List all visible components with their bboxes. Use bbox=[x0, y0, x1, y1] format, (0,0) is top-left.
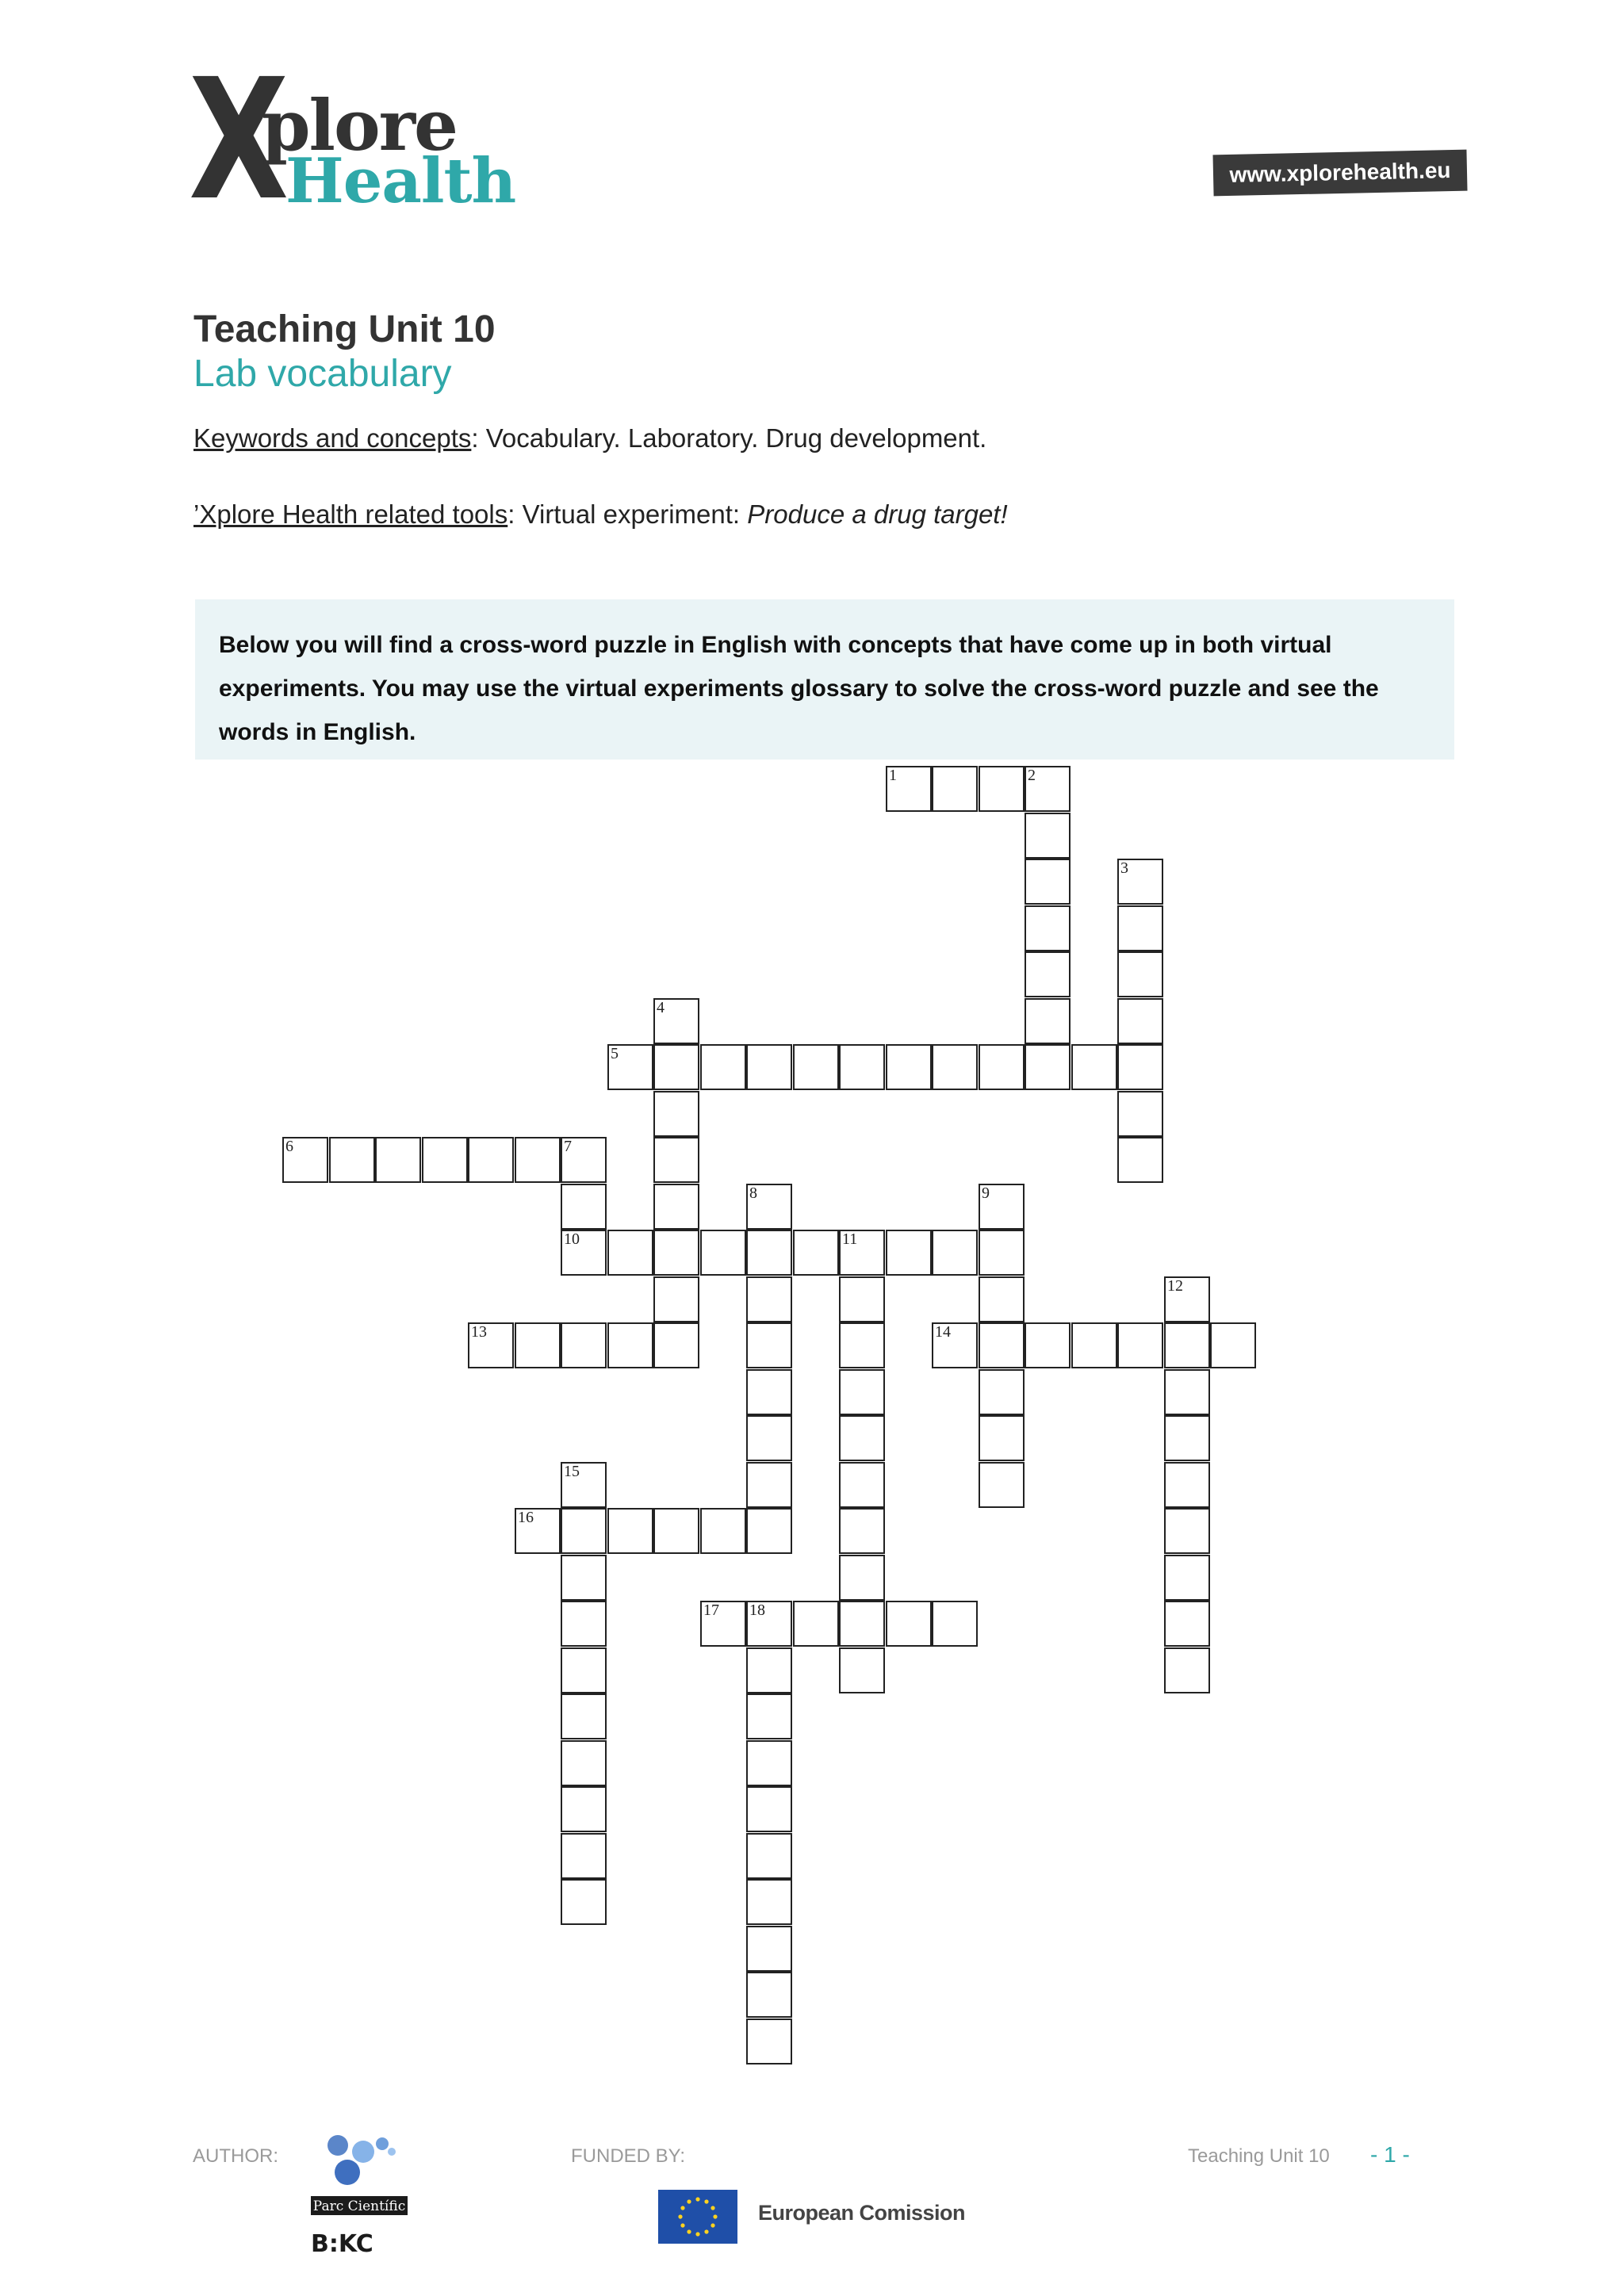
crossword-cell[interactable] bbox=[607, 1044, 653, 1090]
crossword-cell[interactable] bbox=[746, 1230, 792, 1276]
clue-number: 15 bbox=[564, 1463, 580, 1480]
clue-number: 6 bbox=[285, 1138, 293, 1155]
crossword-cell[interactable] bbox=[746, 1833, 792, 1879]
crossword-cell[interactable] bbox=[1025, 998, 1071, 1044]
crossword-cell[interactable] bbox=[746, 1184, 792, 1230]
crossword-cell[interactable] bbox=[886, 1601, 932, 1647]
crossword-cell[interactable] bbox=[979, 1369, 1025, 1415]
crossword-cell[interactable] bbox=[561, 1230, 607, 1276]
crossword-cell[interactable] bbox=[1117, 1044, 1163, 1090]
crossword-cell[interactable] bbox=[561, 1786, 607, 1832]
crossword-cell[interactable] bbox=[979, 1462, 1025, 1508]
crossword-cell[interactable] bbox=[561, 1322, 607, 1368]
crossword-cell[interactable] bbox=[653, 1508, 699, 1554]
crossword-cell[interactable] bbox=[839, 1044, 885, 1090]
crossword-cell[interactable] bbox=[979, 766, 1025, 812]
tools-value: : Virtual experiment: bbox=[508, 499, 748, 529]
crossword-cell[interactable] bbox=[653, 1276, 699, 1322]
crossword-cell[interactable] bbox=[607, 1508, 653, 1554]
clue-number: 7 bbox=[564, 1138, 572, 1155]
crossword-cell[interactable] bbox=[746, 1786, 792, 1832]
crossword-cell[interactable] bbox=[886, 1230, 932, 1276]
crossword-cell[interactable] bbox=[746, 1647, 792, 1693]
crossword-cell[interactable] bbox=[932, 766, 978, 812]
crossword-cell[interactable] bbox=[700, 1508, 746, 1554]
page-title: Teaching Unit 10 bbox=[193, 308, 496, 350]
clue-number: 8 bbox=[749, 1184, 757, 1202]
crossword-cell[interactable] bbox=[1117, 1322, 1163, 1368]
crossword-cell[interactable] bbox=[561, 1137, 607, 1183]
clue-number: 14 bbox=[935, 1323, 951, 1341]
crossword-cell[interactable] bbox=[653, 1184, 699, 1230]
crossword-cell[interactable] bbox=[746, 1322, 792, 1368]
page-number: - 1 - bbox=[1370, 2142, 1410, 2167]
crossword-cell[interactable] bbox=[1025, 813, 1071, 859]
crossword-cell[interactable] bbox=[422, 1137, 468, 1183]
clue-number: 1 bbox=[889, 767, 897, 784]
crossword-cell[interactable] bbox=[746, 1415, 792, 1461]
crossword-cell[interactable] bbox=[979, 1276, 1025, 1322]
clue-number: 10 bbox=[564, 1230, 580, 1248]
crossword-cell[interactable] bbox=[1117, 998, 1163, 1044]
crossword-cell[interactable] bbox=[561, 1879, 607, 1925]
crossword-cell[interactable] bbox=[746, 1462, 792, 1508]
crossword-cell[interactable] bbox=[839, 1276, 885, 1322]
crossword-cell[interactable] bbox=[700, 1601, 746, 1647]
clue-number: 5 bbox=[611, 1045, 619, 1062]
crossword-cell[interactable] bbox=[561, 1601, 607, 1647]
crossword-cell[interactable] bbox=[561, 1184, 607, 1230]
crossword-cell[interactable] bbox=[468, 1137, 514, 1183]
crossword-cell[interactable] bbox=[1117, 1091, 1163, 1137]
svg-text:Parc Científic: Parc Científic bbox=[312, 2198, 406, 2214]
crossword-cell[interactable] bbox=[793, 1601, 839, 1647]
crossword-cell[interactable] bbox=[700, 1230, 746, 1276]
eu-flag-icon bbox=[658, 2190, 737, 2244]
crossword-cell[interactable] bbox=[653, 1322, 699, 1368]
xplore-health-logo: X plore Health bbox=[189, 43, 516, 237]
website-url-badge[interactable]: www.xplorehealth.eu bbox=[1212, 150, 1467, 197]
clue-number: 18 bbox=[749, 1601, 765, 1619]
crossword-cell[interactable] bbox=[653, 1137, 699, 1183]
clue-number: 13 bbox=[471, 1323, 487, 1341]
crossword-cell[interactable] bbox=[1164, 1647, 1210, 1693]
crossword-cell[interactable] bbox=[839, 1415, 885, 1461]
instructions-box: Below you will find a cross-word puzzle in English with concepts that have come up in both virtual experiments. You may use the virtual experiments glossary to solve the cross-word puzzle and see the words in English. bbox=[195, 599, 1454, 760]
crossword-cell[interactable] bbox=[653, 998, 699, 1044]
crossword-cell[interactable] bbox=[746, 2019, 792, 2064]
crossword-cell[interactable] bbox=[886, 1044, 932, 1090]
crossword-cell[interactable] bbox=[839, 1369, 885, 1415]
clue-number: 12 bbox=[1167, 1277, 1183, 1295]
crossword-cell[interactable] bbox=[1164, 1508, 1210, 1554]
crossword-cell[interactable] bbox=[1025, 905, 1071, 951]
crossword-cell[interactable] bbox=[1164, 1369, 1210, 1415]
crossword-cell[interactable] bbox=[839, 1601, 885, 1647]
crossword-cell[interactable] bbox=[1117, 951, 1163, 997]
crossword-cell[interactable] bbox=[561, 1647, 607, 1693]
crossword-cell[interactable] bbox=[1164, 1276, 1210, 1322]
crossword-cell[interactable] bbox=[1164, 1322, 1210, 1368]
crossword-cell[interactable] bbox=[746, 1508, 792, 1554]
crossword-cell[interactable] bbox=[653, 1230, 699, 1276]
crossword-cell[interactable] bbox=[1071, 1044, 1117, 1090]
crossword-cell[interactable] bbox=[515, 1137, 561, 1183]
crossword-cell[interactable] bbox=[839, 1647, 885, 1693]
footer-unit: Teaching Unit 10 bbox=[1188, 2145, 1330, 2167]
crossword-cell[interactable] bbox=[746, 1601, 792, 1647]
crossword-cell[interactable] bbox=[653, 1044, 699, 1090]
crossword-cell[interactable] bbox=[839, 1322, 885, 1368]
clue-number: 9 bbox=[982, 1184, 990, 1202]
crossword-cell[interactable] bbox=[839, 1462, 885, 1508]
crossword-cell[interactable] bbox=[1025, 859, 1071, 905]
crossword-cell[interactable] bbox=[561, 1833, 607, 1879]
funded-by-label: FUNDED BY: bbox=[571, 2145, 686, 2167]
crossword-cell[interactable] bbox=[839, 1230, 885, 1276]
crossword-cell[interactable] bbox=[1025, 1044, 1071, 1090]
crossword-cell[interactable] bbox=[839, 1555, 885, 1601]
tools-label: ’Xplore Health related tools bbox=[193, 499, 508, 529]
crossword-cell[interactable] bbox=[746, 1879, 792, 1925]
page-subtitle: Lab vocabulary bbox=[193, 353, 452, 395]
crossword-cell[interactable] bbox=[746, 1369, 792, 1415]
crossword-cell[interactable] bbox=[700, 1044, 746, 1090]
crossword-cell[interactable] bbox=[932, 1230, 978, 1276]
author-label: AUTHOR: bbox=[193, 2145, 278, 2167]
crossword-cell[interactable] bbox=[1210, 1322, 1256, 1368]
crossword-cell[interactable] bbox=[979, 1044, 1025, 1090]
crossword-cell[interactable] bbox=[375, 1137, 421, 1183]
crossword-cell[interactable] bbox=[607, 1322, 653, 1368]
crossword-cell[interactable] bbox=[932, 1322, 978, 1368]
crossword-cell[interactable] bbox=[468, 1322, 514, 1368]
crossword-cell[interactable] bbox=[979, 1322, 1025, 1368]
crossword-cell[interactable] bbox=[979, 1184, 1025, 1230]
crossword-cell[interactable] bbox=[793, 1230, 839, 1276]
svg-text:B:KC: B:KC bbox=[311, 2230, 373, 2258]
keywords-label: Keywords and concepts bbox=[193, 423, 472, 453]
crossword-cell[interactable] bbox=[746, 1926, 792, 1972]
keywords-line bbox=[193, 423, 986, 453]
crossword-cell[interactable] bbox=[1117, 859, 1163, 905]
crossword-cell[interactable] bbox=[329, 1137, 375, 1183]
clue-number: 3 bbox=[1120, 859, 1128, 877]
crossword-cell[interactable] bbox=[746, 1740, 792, 1786]
crossword-cell[interactable] bbox=[1117, 1137, 1163, 1183]
crossword-cell[interactable] bbox=[839, 1508, 885, 1554]
crossword-cell[interactable] bbox=[1164, 1555, 1210, 1601]
crossword-cell[interactable] bbox=[1117, 905, 1163, 951]
clue-number: 2 bbox=[1028, 767, 1036, 784]
crossword-cell[interactable] bbox=[746, 1693, 792, 1739]
crossword-cell[interactable] bbox=[1164, 1462, 1210, 1508]
crossword-cell[interactable] bbox=[932, 1044, 978, 1090]
crossword-cell[interactable] bbox=[746, 1276, 792, 1322]
clue-number: 11 bbox=[842, 1230, 858, 1248]
crossword-cell[interactable] bbox=[607, 1230, 653, 1276]
crossword-cell[interactable] bbox=[561, 1555, 607, 1601]
crossword-cell[interactable] bbox=[746, 1044, 792, 1090]
crossword-cell[interactable] bbox=[1025, 1322, 1071, 1368]
crossword-cell[interactable] bbox=[793, 1044, 839, 1090]
crossword-cell[interactable] bbox=[515, 1322, 561, 1368]
crossword-cell[interactable] bbox=[282, 1137, 328, 1183]
crossword-cell[interactable] bbox=[1025, 951, 1071, 997]
tools-line bbox=[193, 499, 1008, 530]
crossword-cell[interactable] bbox=[932, 1601, 978, 1647]
crossword-cell[interactable] bbox=[515, 1508, 561, 1554]
funder-name: European Comission bbox=[758, 2201, 966, 2225]
crossword-cell[interactable] bbox=[1025, 766, 1071, 812]
tools-value-italic: Produce a drug target! bbox=[747, 499, 1008, 529]
crossword-cell[interactable] bbox=[1164, 1415, 1210, 1461]
crossword-cell[interactable] bbox=[561, 1693, 607, 1739]
clue-number: 4 bbox=[657, 999, 665, 1016]
crossword-cell[interactable] bbox=[561, 1740, 607, 1786]
crossword-cell[interactable] bbox=[979, 1230, 1025, 1276]
crossword-cell[interactable] bbox=[886, 766, 932, 812]
crossword-cell[interactable] bbox=[561, 1462, 607, 1508]
keywords-value: : Vocabulary. Laboratory. Drug development. bbox=[471, 423, 987, 453]
crossword-cell[interactable] bbox=[653, 1091, 699, 1137]
crossword-cell[interactable] bbox=[1164, 1601, 1210, 1647]
crossword-cell[interactable] bbox=[979, 1415, 1025, 1461]
clue-number: 17 bbox=[703, 1601, 719, 1619]
clue-number: 16 bbox=[518, 1509, 534, 1526]
crossword-cell[interactable] bbox=[746, 1972, 792, 2018]
parc-cientific-logo bbox=[309, 2133, 412, 2260]
crossword-cell[interactable] bbox=[1071, 1322, 1117, 1368]
crossword-cell[interactable] bbox=[561, 1508, 607, 1554]
